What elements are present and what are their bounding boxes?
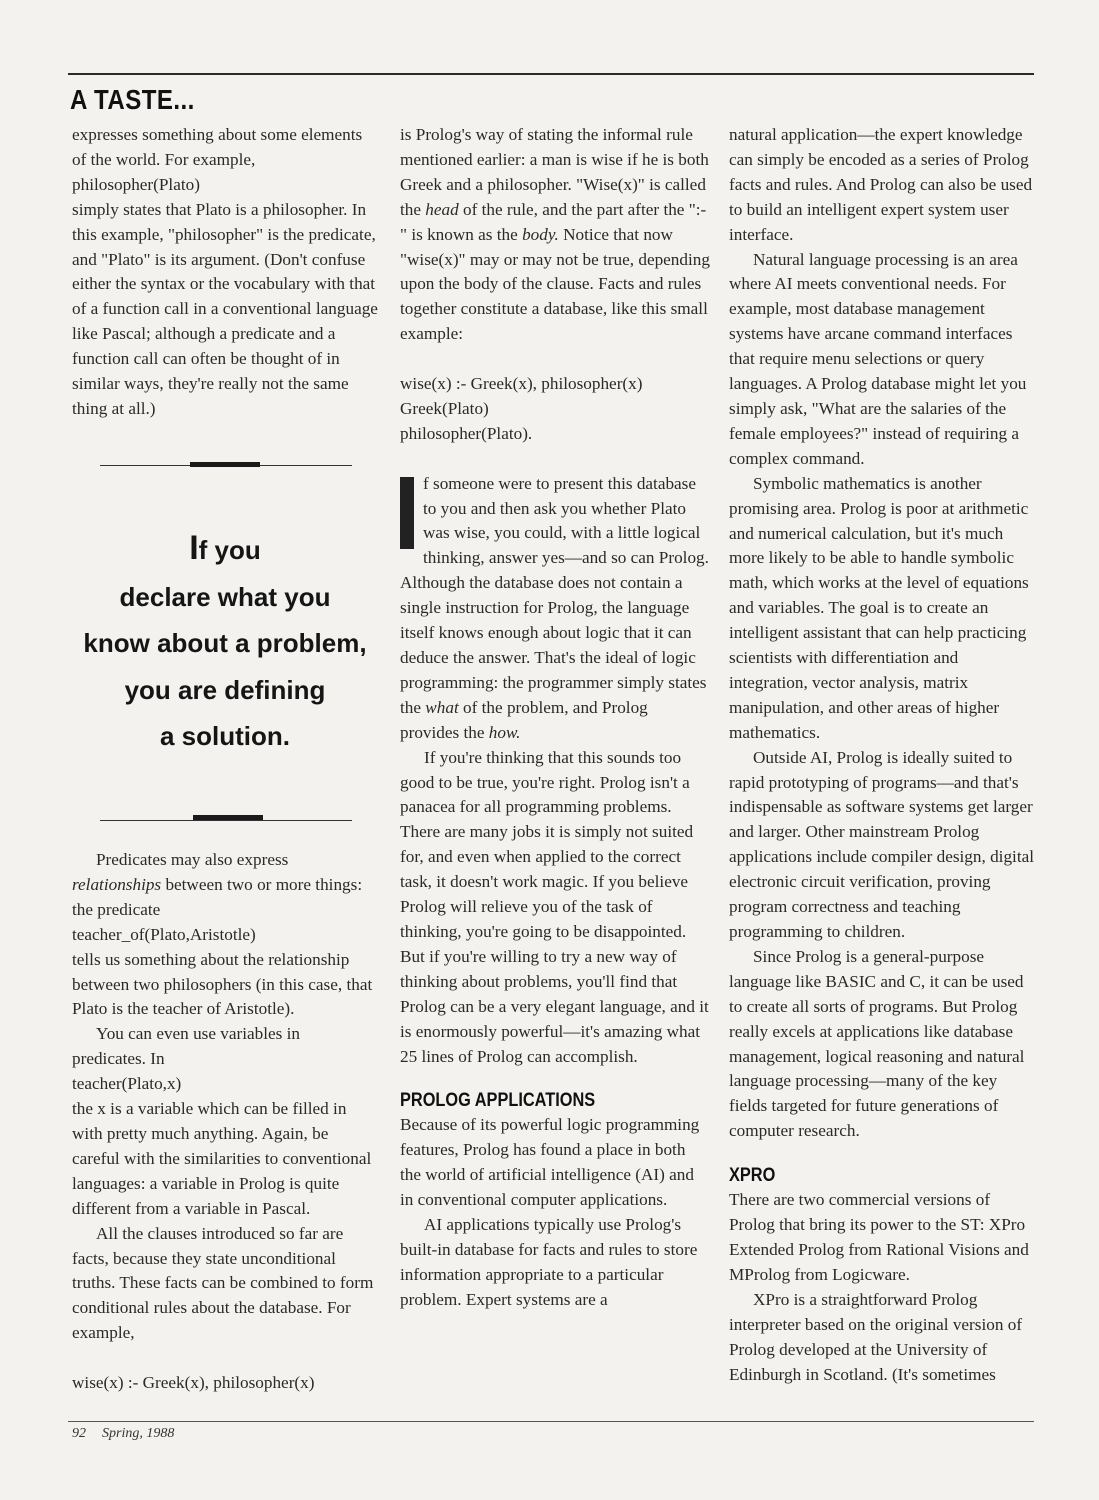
code-line: philosopher(Plato) [72,174,200,194]
paragraph: Symbolic mathematics is another promising area. Prolog is poor at arithmetic and numerical calculation, but it's much more likely to be able to handle symbolic math, which works at the level of equations and variables. The goal is to create an intelligent assistant that can help practicing scientists with differentiation and integration, vector analysis, matrix manipulation, and other areas of higher mathematics. [729,473,1029,742]
subheading: XPRO [729,1165,776,1187]
page-footer [72,1426,190,1442]
pull-quote-initial: I [189,529,199,567]
pull-quote-bottom-rule [100,820,352,821]
pull-quote-line: f you [198,535,261,565]
paragraph: f someone were to present this database to you and then ask you whether Plato was wise, you could, with a little logical thinking, answer yes—and so can Prolog. Although the database does not contain a single instruction for Prolog, the language itself knows enough about logic that it can deduce the answer. That's the ideal of logic programming: the programmer simply states the what of the problem, and Prolog provides the how. [400,473,709,742]
paragraph: tells us something about the relationship between two philosophers (in this case, that Plato is the teacher of Aristotle). [72,949,373,1019]
drop-cap [400,477,414,549]
bottom-rule [68,1421,1034,1422]
pull-quote-line: know about a problem, [83,628,367,658]
column-2 [400,123,710,1313]
paragraph: is Prolog's way of stating the informal rule mentioned earlier: a man is wise if he is both Greek and a philosopher. "Wise(x)" is called the head of the rule, and the part after the ":-" is known as the body. Notice that now "wise(x)" may or may not be true, depending upon the body of the clause. Facts and rules together constitute a database, like this small example: [400,125,710,344]
column-1 [72,123,378,422]
paragraph: If you're thinking that this sounds too good to be true, you're right. Prolog isn't a panacea for all programming problems. There are many jobs it is simply not suited for, and even when applied to the correct task, it doesn't work magic. If you believe Prolog will relieve you of the task of thinking, you're going to be disappointed. But if you're willing to try a new way of thinking about problems, you'll find that Prolog can be a very elegant language, and it is enormously powerful—it's amazing what 25 lines of Prolog can accomplish. [400,747,709,1066]
column-3 [729,123,1035,1387]
paragraph: Natural language processing is an area where AI meets conventional needs. For example, most database management systems have arcane command interfaces that require menu selections or query languages. A Prolog database might let you simply ask, "What are the salaries of the female employees?" instead of requiring a complex command. [729,249,1027,468]
paragraph: Because of its powerful logic programming features, Prolog has found a place in both the world of artificial intelligence (AI) and in conventional computer applications. [400,1115,700,1210]
paragraph: Predicates may also express relationships between two or more things: the predicate [72,850,363,919]
code-line: wise(x) :- Greek(x), philosopher(x) [72,1373,315,1393]
paragraph: AI applications typically use Prolog's built-in database for facts and rules to store information appropriate to a particular problem. Expert systems are a [400,1215,698,1309]
code-line: Greek(Plato) [400,398,489,418]
pull-quote-line: a solution. [160,721,290,751]
paragraph: XPro is a straightforward Prolog interpreter based on the original version of Prolog developed at the University of Edinburgh in Scotland. (It's sometimes [729,1289,1023,1384]
top-rule [68,73,1034,75]
page-number: 92 [72,1426,86,1441]
paragraph: Outside AI, Prolog is ideally suited to rapid prototyping of programs—and that's indispensable as software systems get larger and larger. Other mainstream Prolog applications include compiler design, digital electronic circuit verification, proving program correctness and teaching programming to children. [729,747,1035,941]
code-line: philosopher(Plato). [400,423,533,443]
pull-quote-line: you are defining [124,674,326,705]
pull-quote [72,525,378,760]
code-line: teacher(Plato,x) [72,1074,182,1094]
paragraph: Since Prolog is a general-purpose language like BASIC and C, it can be used to create all sorts of programs. But Prolog really excels at applications like database management, logical reasoning and natural language processing—many of the key fields targeted for future generations of computer research. [729,946,1025,1141]
subheading: PROLOG APPLICATIONS [400,1090,596,1112]
paragraph: All the clauses introduced so far are facts, because they state unconditional truths. These facts can be combined to form conditional rules about the database. For example, [72,1223,374,1343]
paragraph: the x is a variable which can be filled in with pretty much anything. Again, be careful with the similarities to conventional languages: a variable in Prolog is quite different from a variable in Pascal. [72,1099,372,1218]
section-title: A TASTE... [70,84,195,115]
paragraph: simply states that Plato is a philosopher. In this example, "philosopher" is the predicate, and "Plato" is its argument. (Don't confuse either the syntax or the vocabulary with that of a function call in a conventional language like Pascal; although a predicate and a function call can often be thought of in similar ways, they're really not the same thing at all.) [72,199,378,418]
issue-date: Spring, 1988 [102,1426,175,1441]
code-line: wise(x) :- Greek(x), philosopher(x) [400,374,643,394]
paragraph: There are two commercial versions of Prolog that bring its power to the ST: XPro Extended Prolog from Rational Visions and MProlog from Logicware. [729,1190,1029,1284]
paragraph: You can even use variables in predicates. In [72,1024,300,1069]
pull-quote-top-bar [190,462,260,467]
column-1-lower [72,848,378,1396]
pull-quote-line: declare what you [119,581,331,612]
pull-quote-bottom-bar [193,815,263,820]
paragraph: expresses something about some elements of the world. For example, [72,125,363,169]
code-line: teacher_of(Plato,Aristotle) [72,924,256,944]
paragraph: natural application—the expert knowledge can simply be encoded as a series of Prolog facts and rules. And Prolog can also be used to build an intelligent expert system user interface. [729,125,1033,244]
